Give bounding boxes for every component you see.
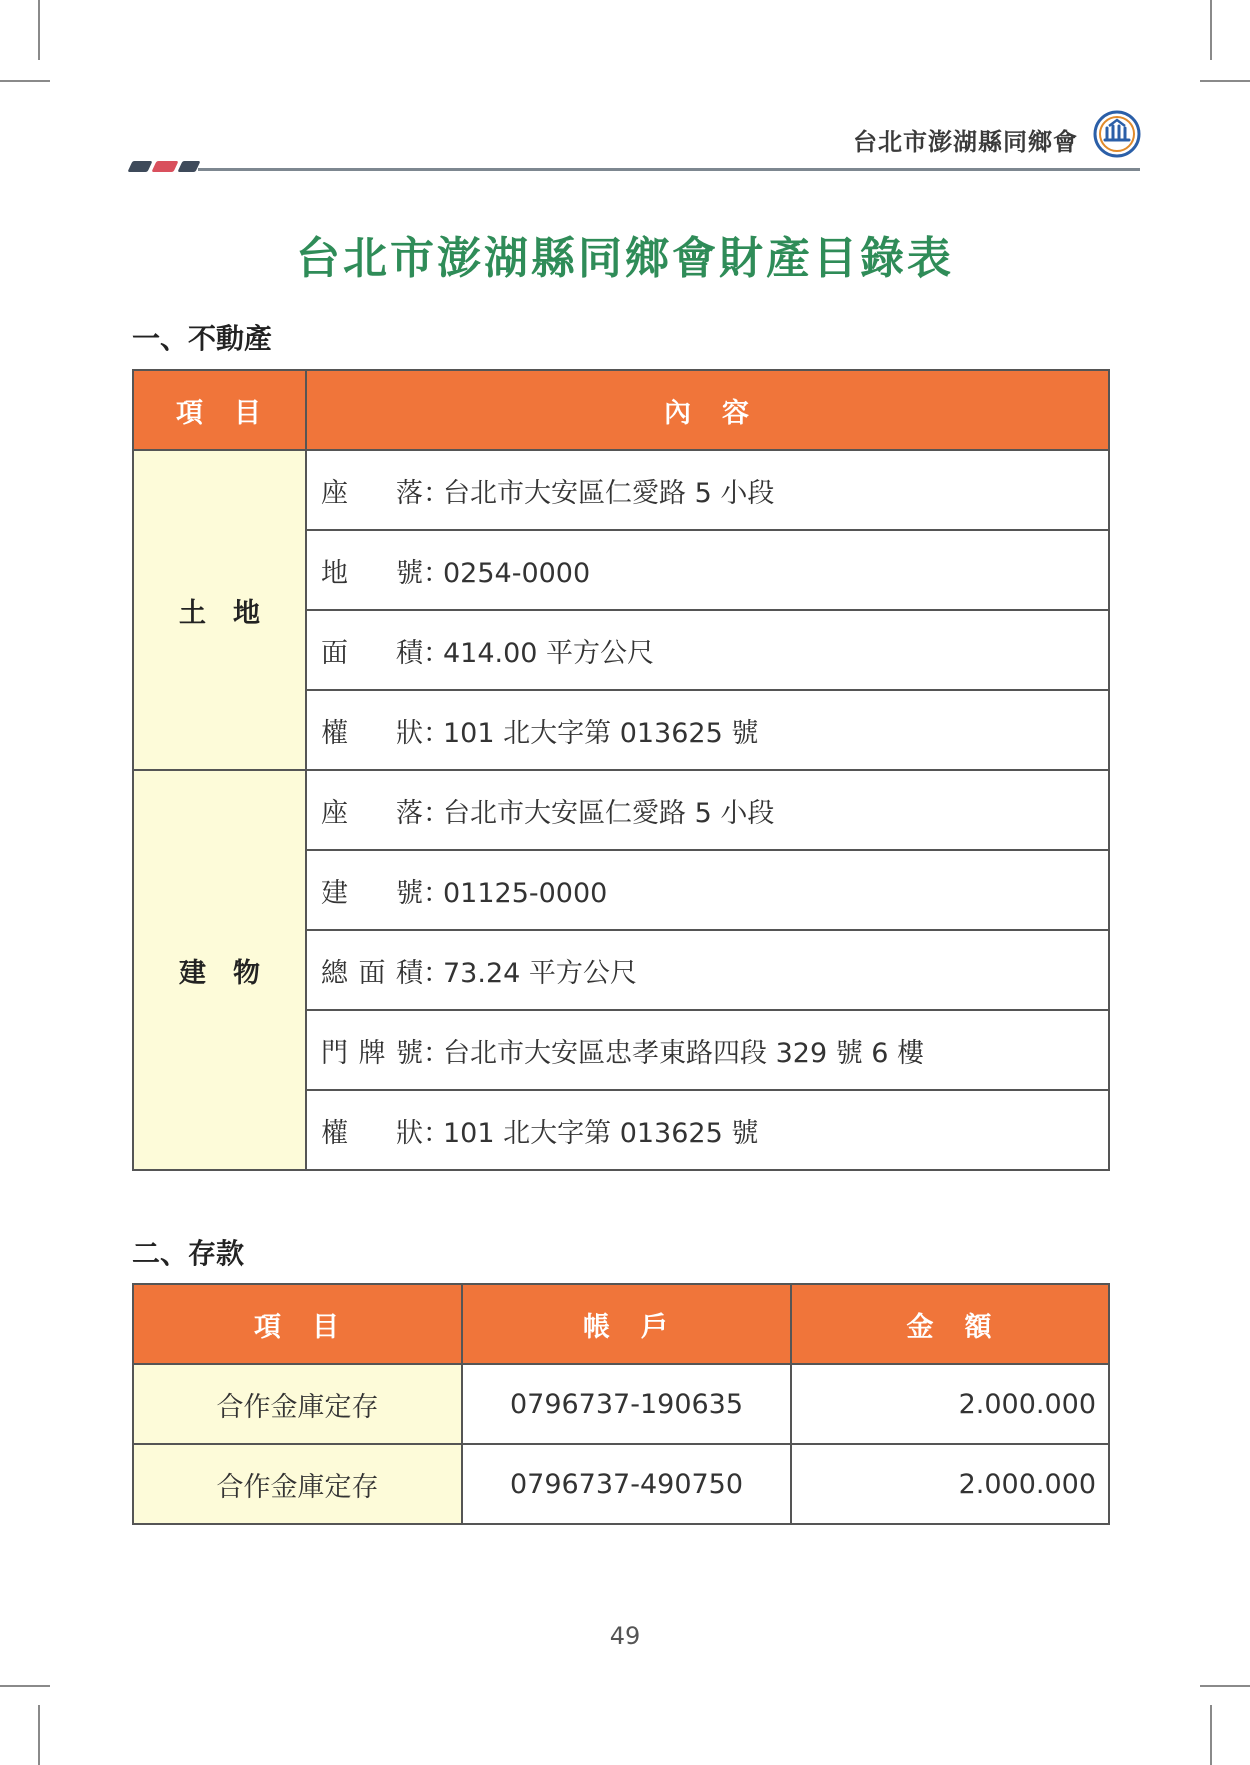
detail-cell xyxy=(306,850,1109,930)
section-heading-deposits: 二、存款 xyxy=(132,1237,245,1270)
detail-cell xyxy=(306,610,1109,690)
detail-label: 總面積 xyxy=(321,957,423,989)
detail-cell xyxy=(306,1010,1109,1090)
table-row xyxy=(133,1444,1109,1524)
column-header-content: 內 容 xyxy=(306,370,1109,450)
colon: ： xyxy=(423,877,450,909)
deposit-amount: 2.000.000 xyxy=(791,1364,1109,1444)
deposit-amount: 2.000.000 xyxy=(791,1444,1109,1524)
deposit-account: 0796737-190635 xyxy=(462,1364,791,1444)
detail-cell xyxy=(306,930,1109,1010)
detail-label: 面 積 xyxy=(321,637,423,669)
colon: ： xyxy=(423,957,450,989)
header-organization-name: 台北市澎湖縣同鄉會 xyxy=(853,128,1078,156)
column-header-account: 帳 戶 xyxy=(462,1284,791,1364)
colon: ： xyxy=(423,1037,450,1069)
colon: ： xyxy=(423,477,450,509)
deposits-table xyxy=(132,1283,1110,1525)
detail-cell xyxy=(306,690,1109,770)
column-header-item: 項 目 xyxy=(133,370,306,450)
crop-mark xyxy=(1210,1705,1212,1765)
detail-value: 台北市大安區忠孝東路四段 329 號 6 樓 xyxy=(443,1037,925,1069)
detail-value: 0254-0000 xyxy=(443,557,591,589)
column-header-item: 項 目 xyxy=(133,1284,462,1364)
section-heading-real-estate: 一、不動產 xyxy=(132,322,273,355)
crop-mark xyxy=(38,1705,40,1765)
table-header-row xyxy=(133,370,1109,450)
detail-cell xyxy=(306,530,1109,610)
colon: ： xyxy=(423,637,450,669)
detail-value: 73.24 平方公尺 xyxy=(443,957,637,989)
category-building: 建 物 xyxy=(133,770,306,1170)
table-row xyxy=(133,450,1109,530)
colon: ： xyxy=(423,557,450,589)
detail-label: 地 號 xyxy=(321,557,423,589)
crop-mark xyxy=(1210,0,1212,60)
detail-value: 414.00 平方公尺 xyxy=(443,637,655,669)
detail-value: 101 北大字第 013625 號 xyxy=(443,717,759,749)
table-row xyxy=(133,770,1109,850)
real-estate-table xyxy=(132,369,1110,1171)
crop-mark xyxy=(1200,80,1250,82)
page-title: 台北市澎湖縣同鄉會財產目錄表 xyxy=(296,233,954,284)
detail-cell xyxy=(306,770,1109,850)
detail-label: 座 落 xyxy=(321,797,423,829)
crop-mark xyxy=(38,0,40,60)
column-header-amount: 金 額 xyxy=(791,1284,1109,1364)
category-land: 土 地 xyxy=(133,450,306,770)
detail-cell xyxy=(306,1090,1109,1170)
accent-mark xyxy=(151,161,178,172)
table-header-row xyxy=(133,1284,1109,1364)
detail-label: 權 狀 xyxy=(321,717,423,749)
crop-mark xyxy=(1200,1685,1250,1687)
detail-label: 門牌號 xyxy=(321,1037,423,1069)
detail-label: 建 號 xyxy=(321,877,423,909)
colon: ： xyxy=(423,797,450,829)
crop-mark xyxy=(0,80,50,82)
detail-label: 權 狀 xyxy=(321,1117,423,1149)
detail-value: 台北市大安區仁愛路 5 小段 xyxy=(443,477,775,509)
accent-mark xyxy=(127,161,152,172)
header-accent-marks xyxy=(130,161,198,173)
deposit-item: 合作金庫定存 xyxy=(133,1444,462,1524)
detail-label: 座 落 xyxy=(321,477,423,509)
detail-value: 台北市大安區仁愛路 5 小段 xyxy=(443,797,775,829)
detail-value: 01125-0000 xyxy=(443,877,608,909)
page-number: 49 xyxy=(609,1622,641,1650)
detail-cell xyxy=(306,450,1109,530)
colon: ： xyxy=(423,717,450,749)
deposit-item: 合作金庫定存 xyxy=(133,1364,462,1444)
colon: ： xyxy=(423,1117,450,1149)
detail-value: 101 北大字第 013625 號 xyxy=(443,1117,759,1149)
table-row xyxy=(133,1364,1109,1444)
deposit-account: 0796737-490750 xyxy=(462,1444,791,1524)
header-rule xyxy=(198,168,1140,171)
association-seal-logo-icon xyxy=(1093,110,1141,158)
crop-mark xyxy=(0,1685,50,1687)
